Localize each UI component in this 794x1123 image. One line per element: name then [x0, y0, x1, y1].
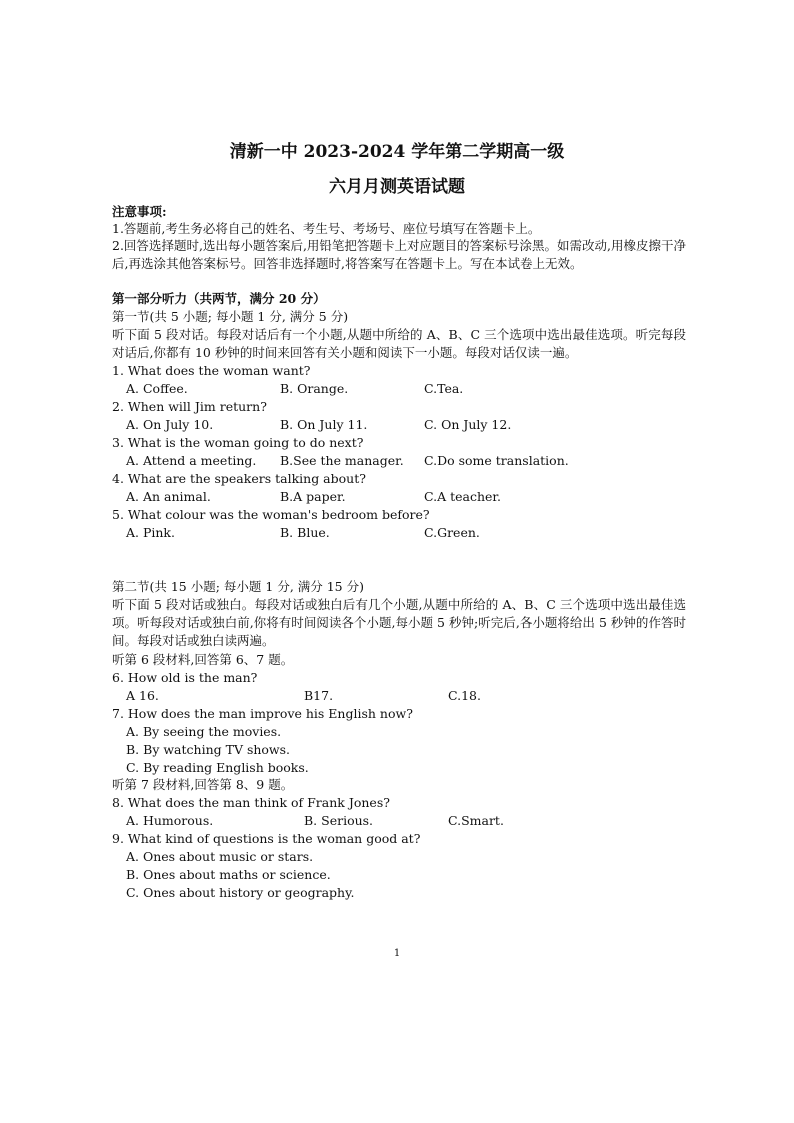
question-2-option-a: A. On July 10. — [126, 417, 214, 432]
question-1-option-a: A. Coffee. — [126, 381, 188, 396]
notice-item-1: 1.答题前,考生务必将自己的姓名、考生号、考场号、座位号填写在答题卡上。 — [112, 221, 541, 236]
question-1: 1. What does the woman want? — [112, 363, 311, 378]
question-4-option-a: A. An animal. — [126, 489, 211, 504]
question-8: 8. What does the man think of Frank Jones? — [112, 795, 390, 810]
section1-instructions: 听下面 5 段对话。每段对话后有一个小题,从题中所给的 A、B、C 三个选项中选出最佳选项。听完每段对话后,你都有 10 秒钟的时间来回答有关小题和阅读下一小题。每段对话仅读一遍。 — [112, 327, 686, 360]
material-7-note: 听第 7 段材料,回答第 8、9 题。 — [112, 777, 294, 792]
question-1-option-c: C.Tea. — [424, 381, 464, 396]
question-3: 3. What is the woman going to do next? — [112, 435, 364, 450]
question-7-option-a: A. By seeing the movies. — [126, 724, 282, 739]
question-2-option-c: C. On July 12. — [424, 417, 512, 432]
question-9: 9. What kind of questions is the woman good at? — [112, 831, 421, 846]
question-5-option-b: B. Blue. — [280, 525, 330, 540]
question-8-option-b: B. Serious. — [304, 813, 374, 828]
section2-instructions: 听下面 5 段对话或独白。每段对话或独白后有几个小题,从题中所给的 A、B、C 三个选项中选出最佳选项。听每段对话或独白前,你将有时间阅读各个小题,每小题 5 秒钟;听完后,各小题将给出 5 秒钟的作答时间。每段对话或独白读两遍。 — [112, 597, 686, 648]
section1-heading: 第一节(共 5 小题; 每小题 1 分, 满分 5 分) — [112, 309, 349, 324]
question-3-option-a: A. Attend a meeting. — [126, 453, 257, 468]
section2-heading: 第二节(共 15 小题; 每小题 1 分, 满分 15 分) — [112, 579, 364, 594]
question-6-option-a: A 16. — [126, 688, 159, 703]
question-7-option-b: B. By watching TV shows. — [126, 742, 291, 757]
question-6: 6. How old is the man? — [112, 670, 258, 685]
question-4-option-b: B.A paper. — [280, 489, 346, 504]
question-9-option-a: A. Ones about music or stars. — [126, 849, 314, 864]
exam-subtitle: 六月月测英语试题 — [329, 177, 465, 197]
question-6-option-b: B17. — [304, 688, 334, 703]
question-8-option-c: C.Smart. — [448, 813, 504, 828]
question-9-option-b: B. Ones about maths or science. — [126, 867, 331, 882]
material-6-note: 听第 6 段材料,回答第 6、7 题。 — [112, 652, 294, 667]
question-1-option-b: B. Orange. — [280, 381, 349, 396]
part1-heading: 第一部分听力（共两节，满分 20 分） — [112, 291, 326, 306]
notice-item-2: 2.回答选择题时,选出每小题答案后,用铅笔把答题卡上对应题目的答案标号涂黑。如需改动,用橡皮擦干净后,再选涂其他答案标号。回答非选择题时,将答案写在答题卡上。写在本试卷上无效。 — [112, 238, 686, 271]
question-8-option-a: A. Humorous. — [126, 813, 214, 828]
question-7: 7. How does the man improve his English now? — [112, 706, 413, 721]
question-3-option-b: B.See the manager. — [280, 453, 404, 468]
question-5-option-a: A. Pink. — [126, 525, 175, 540]
question-4: 4. What are the speakers talking about? — [112, 471, 366, 486]
question-3-option-c: C.Do some translation. — [424, 453, 569, 468]
question-2-option-b: B. On July 11. — [280, 417, 368, 432]
question-9-option-c: C. Ones about history or geography. — [126, 885, 355, 900]
exam-title: 清新一中 2023-2024 学年第二学期高一级 — [229, 142, 565, 162]
question-5: 5. What colour was the woman's bedroom before? — [112, 507, 430, 522]
question-6-option-c: C.18. — [448, 688, 481, 703]
question-2: 2. When will Jim return? — [112, 399, 267, 414]
page-number: 1 — [393, 948, 401, 959]
question-7-option-c: C. By reading English books. — [126, 760, 309, 775]
question-4-option-c: C.A teacher. — [424, 489, 501, 504]
notice-heading: 注意事项: — [112, 204, 167, 219]
question-5-option-c: C.Green. — [424, 525, 480, 540]
